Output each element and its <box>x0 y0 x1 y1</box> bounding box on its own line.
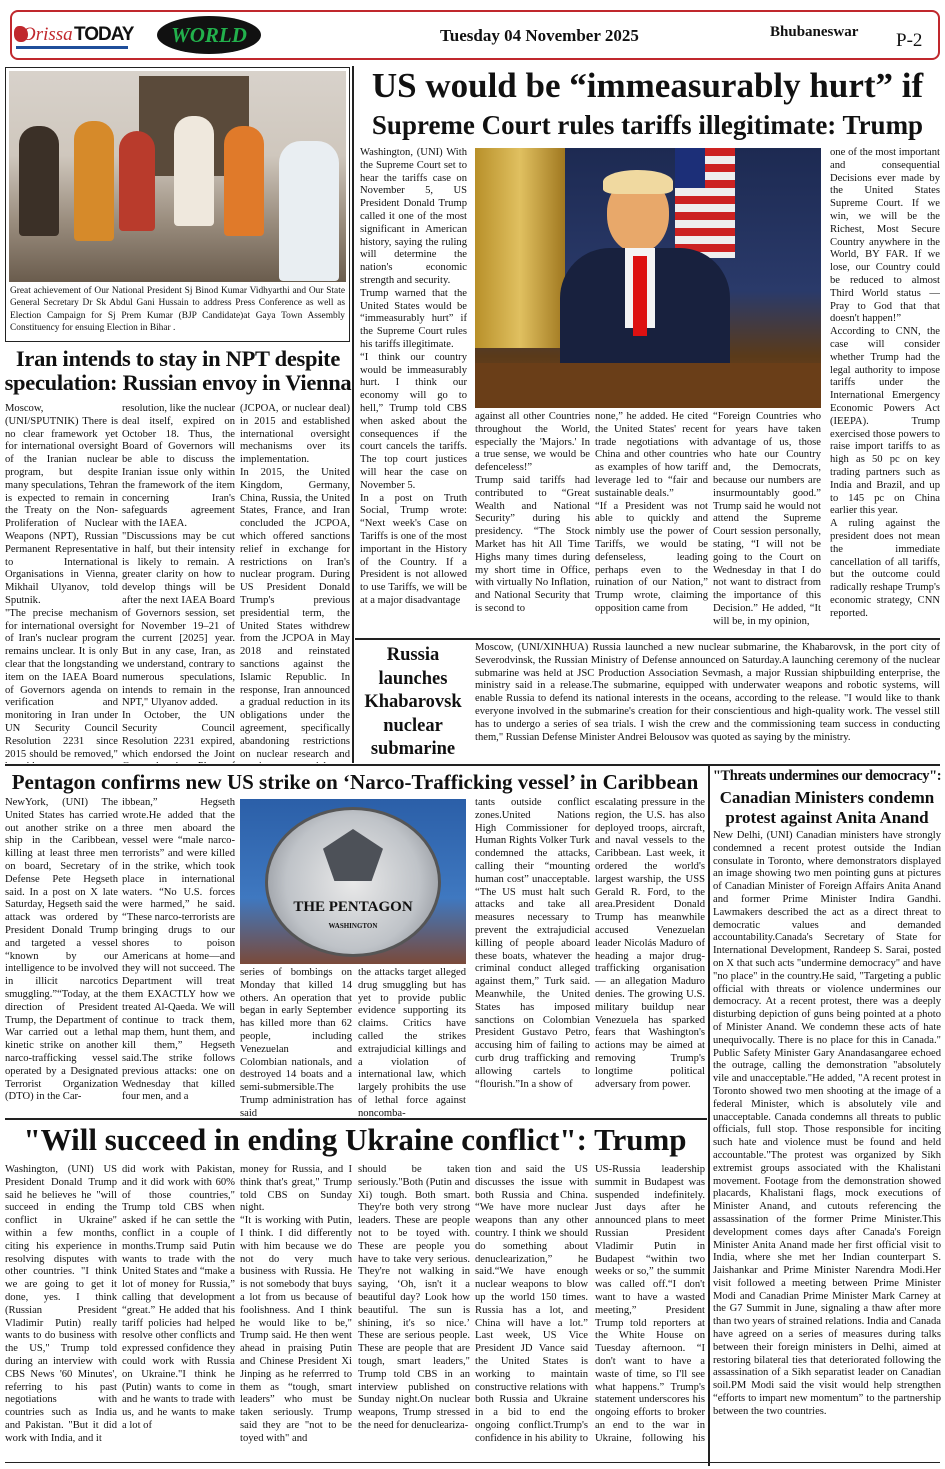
divider <box>5 764 940 766</box>
logo-text-today: TODAY <box>74 24 134 45</box>
divider <box>5 1462 940 1463</box>
seal-title: THE PENTAGON <box>293 899 413 915</box>
flag-canton <box>675 148 705 188</box>
city: Bhubaneswar <box>770 24 859 40</box>
ukraine-column-3: money for Russia, and I think that's great," Trump told CBS on Sunday night. “It is working with Putin, I think. I did differently with him because we do not do very much business with Russia. He is not somebody that buys a lot from us because of foolishness. And I think he would like to be," Trump said. He then went ahead in praising Putin and Chinese President Xi Jinping as he referrred to them as “tough, smart leaders” who must be taken seriously. Trump said they are "not to be toyed with" and <box>240 1164 352 1444</box>
issue-date: Tuesday 04 November 2025 <box>440 26 639 45</box>
trump-hair <box>603 170 673 194</box>
pentagon-column-1: NewYork, (UNI) The United States has carried out another strike on a ship in the Caribbean, killing at least three men on board, Secretary of Defense Pete Hegseth said. In a post on X late Saturday, Hegseth said the attack was ordered by President Donald Trump and targeted a vessel “known by our intelligence to be involved in illicit narcotics smuggling.”“Today, at the direction of President Trump, the Department of War carried out a lethal kinetic strike on another narco-trafficking vessel operated by a Designated Terrorist Organization (DTO) in the Car- <box>5 797 118 1103</box>
canada-body: New Delhi, (UNI) Canadian ministers have strongly condemned a recent protest outside the Indian consulate in Toronto, where demonstrators displayed an image showing two men pointing guns at pictures of Canadian Minister of Foreign Affairs Anita Anand and former Prime Minister Indira Gandhi. Lawmakers described the act as a direct threat to democratic values and demanded accountability.Canada's Secretary of State for International Development, Randeep S. Sarai, posted on X that such acts "undermine democracy" and have "no place" in the country.He said, "Targeting a public official with threats or violence undermines our democracy. At a recent protest, there was a deeply disturbing depiction of guns being pointed at a photo of Minister Anand. We condemn these acts of hate unequivocally. There is no place for this in Canada." Public Safety Minister Gary Anandasangaree echoed the outrage, calling the demonstration "absolutely vile and unacceptable."He added, "A recent protest in Toronto showed two men shooting at the image of a federal Minister, which is absolutely vile and unacceptable. Canada condemns all threats to public officials, full stop. Those responsible for inciting such hate and violence must be found and held accountable."The protest was organized by Sikh extremist groups associated with the Khalistani movement. Footage from the demonstration showed placards, Khalistani flags, mock executions of Minister Anand, and cutouts referencing the assassination of the former Prime Minister.This development comes days after Canada's Foreign Minister Anita Anand made her first official visit to India, where she met her Indian counterpart S. Jaishankar and Prime Minister Narendra Modi.Her visit followed a meeting between Prime Minister Modi and Canadian Prime Minister Mark Carney at the G7 Summit in June, signaling a thaw after more than two years of strained relations. India and Canada have agreed on a series of measures during talks between their foreign ministers in Delhi, aimed at restoring bilateral ties that deteriorated following the assassination of a Sikh separatist leader on Canadian soil.PM Modi said the visit would help strengthen “efforts to impart new momentum” to the partnership between the two countries. <box>713 830 941 1417</box>
pentagon-seal-image <box>240 799 466 964</box>
section-badge <box>157 16 261 54</box>
divider <box>5 1118 707 1120</box>
tariffs-headline-line-1: US would be “immeasurably hurt” if <box>371 66 924 105</box>
column-rule <box>708 766 710 1466</box>
desk <box>475 363 821 408</box>
canada-kicker: "Threats undermines our democracy": <box>712 768 942 784</box>
iran-column-3: (JCPOA, or nuclear deal) in 2015 and established international oversight mechanisms over its implementation. In 2015, the United Kingdom, Germany, China, Russia, the United States, France, and Iran concluded the JCPOA, which offered sanctions relief in exchange for restrictions on Iran's nuclear program. During US President Donald Trump's previous presidential term, the United States withdrew from the JCPOA in May 2018 and reinstated sanctions against the Islamic Republic. In response, Iran announced a gradual reduction in its obligations under the agreement, specifically abandoning restrictions on nuclear research and <box>240 403 350 760</box>
photo-caption: Great achievement of Our National President Sj Binod Kumar Vidhyarthi and Our State General Secretary Dr Sk Abdul Gani Hussain to address Press Conference as well as Election Campaign for Sj Prem Kumar (BJP Candidate)at Gaya Town Assembly Constituency for ensuing Election in Bihar . <box>10 286 345 333</box>
tariffs-column-5: one of the most important and consequential Decisions ever made by the United States Supreme Court. If we win, we will be the Richest, Most Secure Country anywhere in the World, BY FAR. If we lose, our Country could be reduced to almost Third World status — Pray to God that that doesn't happen!” According to CNN, the case will consider whether Trump had the legal authority to impose tariffs under the International Emergency Economic Powers Act (IEEPA). Trump exercised those powers to raise import tariffs to as high as 50 pc on key trading partners such as India and Brazil, and up to 145 pc on China earlier this year. A ruling against the president does not mean the immediate cancellation of all tariffs, but the outcome could radically reshape Trump's economic strategy, CNN reported. <box>830 147 940 619</box>
curtain <box>475 148 565 348</box>
iran-column-2: resolution, like the nuclear deal itself, expired on October 18. Thus, the Board of Governors will be able to discuss the Iranian issue only within the framework of the item concerning Iran's safeguards agreement with the IAEA. "Discussions may be cut in half, but their intensity is likely to remain. A greater clarity on how to develop things will be after the next IAEA Board of Governors session, set for November 19–21 of the current [2025] year. But in any case, Iran, as we understand, contrary to numerous speculations, intends to remain in the NPT," Ulyanov added. In October, the UN Security Council Resolution 2231 expired, which endorsed the Joint <box>122 403 235 760</box>
pentagon-column-6: escalating pressure in the region, the U.S. has also deployed troops, aircraft, and naval vessels to the Caribbean. Last week, it ordered the world's largest warship, the USS Gerald R. Ford, to the area.President Donald Trump has meanwhile accused Venezuelan leader Nicolás Maduro of heading a major drug-trafficking organisation — an allegation Maduro denies. The growing U.S. military buildup near Venezuela has sparked fears that Washington's actions may be aimed at removing Trump's longtime political adversary from power. <box>595 797 705 1090</box>
logo-underline <box>16 46 128 49</box>
logo-text-orissa: Orissa <box>22 24 73 45</box>
pentagon-column-2: ibbean,” Hegseth wrote.He added that the three men aboard the vessel were “male narco-terrorists” and were killed in the strike, which took place in international waters. “No U.S. forces were harmed,” he said. “These narco-terrorists are bringing drugs to our shores to poison Americans at home—and they will not succeed. The Department will treat them EXACTLY how we treated Al-Qaeda. We will continue to track them, map them, hunt them, and kill them,” Hegseth said.The strike follows previous attacks: one on Wednesday that killed four men, and a <box>122 797 235 1103</box>
trump-photo <box>475 148 821 408</box>
logo <box>14 24 144 52</box>
ukraine-column-6: US-Russia leadership summit in Budapest was suspended indefinitely. Just days after he announced plans to meet Russian President Vladimir Putin in Budapest “within two weeks or so,” the summit was called off.“I don't want to have a wasted meeting,” President Trump told reporters at the White House on Tuesday afternoon. “I don't want to have a waste of time, so I'll see what happens.” Trump's statement underscores his ongoing efforts to broker an end to the war in Ukraine, following his <box>595 1164 705 1444</box>
tariffs-column-4: “Foreign Countries who for years have taken advantage of us, those who hate our Country and, the Democrats, because our numbers are insurmountably good.” Trump said he would not attend the Supreme Court session personally, stating, “I will not be going to the Court on Wednesday in that I do not want to distract from the importance of this Decision.” He added, “It will be, in my opinion, <box>713 411 821 627</box>
pentagon-headline: Pentagon confirms new US strike on ‘Narco-Trafficking vessel’ in Caribbean <box>11 770 699 794</box>
tariffs-column-2: against all other Countries throughout the World, especially the 'Majors.' In a true sense, we would be defenceless!” Trump said tariffs had contributed to “Great Wealth and National Security” during his presidency. “The Stock Market has hit All Time Highs many times during my short time in Office, with virtually No Inflation, and National Security that is second to <box>475 411 590 614</box>
ukraine-column-5: tion and said the US discusses the issue with both Russia and China. “We have more nuclear weapons than any other country. I think we should do something about denuclearization,” he said.“We have enough nuclear weapons to blow up the world 150 times. Russia has a lot, and China will have a lot.” Last week, US Vice President JD Vance said the United States is working to maintain constructive relations with both Russia and Ukraine in a bid to end the ongoing conflict.Trump's confidence in his ability to <box>475 1164 588 1444</box>
pentagon-column-5: tants outside conflict zones.United Nations High Commissioner for Human Rights Volker Turk condemned the attacks, calling their “mounting human cost” unacceptable. “The US must halt such attacks and take all measures necessary to prevent the extrajudicial killing of people aboard these boats, whatever the criminal conduct alleged against them,” Turk said. Meanwhile, the United States has imposed sanctions on Colombian President Gustavo Petro, accusing him of failing to curb drug trafficking and allowing cartels to “flourish.”In a show of <box>475 797 590 1090</box>
ukraine-headline: "Will succeed in ending Ukraine conflict": Trump <box>23 1122 687 1157</box>
column-rule <box>352 66 354 763</box>
tariffs-column-3: none,” he added. He cited the United States' recent trade negotiations with China and other countries as examples of how tariff leverage led to “fair and sustainable deals.” “If a President was not able to quickly and nimbly use the power of Tariffs, we would be defenseless, leading perhaps even to the ruination of our Nation,” Trump wrote, claiming opposition came from <box>595 411 708 614</box>
iran-headline: Iran intends to stay in NPT despite speculation: Russian envoy in Vienna <box>4 346 352 395</box>
ukraine-column-4: should be taken seriously."Both (Putin and Xi) tough. Both smart. They're both very strong leaders. These are people not to be toyed with. These are people you have to take very serious. They're not walking in saying, ‘Oh, isn't it a beautiful day? Look how beautiful. The sun is shining, it's so nice.’ These are serious people. These are people that are tough, smart leaders," Trump told CBS in an interview published on Sunday night.On nuclear weapons, Trump stressed the need for denucleariza- <box>358 1164 470 1431</box>
russia-body: Moscow, (UNI/XINHUA) Russia launched a new nuclear submarine, the Khabarovsk, in the port city of Severodvinsk, the Russian Ministry of Defense announced on Saturday.A launching ceremony of the nuclear submarine was held at JSC Production Association Sevmash, a major Russian shipbuilding enterprise, the ministry said in a release.The submarine, equipped with underwater weapons and robotic systems, will enable Russia to defend its national interests in the oceans, according to the release. "I would like to thank everyone involved in the submarine's creation for their conscientious and high-quality work. The vessel still has to undergo a series of sea trials. I wish the crew and the commissioning team success in conducting them," Russian Defense Minister Andrei Belousov was quoted as saying by the ministry. <box>475 642 940 743</box>
ukraine-column-1: Washington, (UNI) US President Donald Trump said he believes he "will succeed in ending the conflict in Ukraine" within a few months, citing his experience in resolving disputes with other countries. "I think we are going to get it done, yes. I think (Russian President Vladimir Putin) really wants to do business with the US," Trump told during an interview with CBS News '60 Minutes', referring to his past negotiations with countries such as India and Pakistan. "But it did work with India, and it <box>5 1164 117 1444</box>
iran-column-1: Moscow, (UNI/SPUTNIK) There is no clear framework yet for international oversight of the Iranian nuclear program, but despite many speculations, Tehran is expected to remain in the Treaty on the Non-Proliferation of Nuclear Weapons (NPT), Russian Permanent Representative to International Organisations in Vienna, Mikhail Ulyanov, told Sputnik. "The precise mechanism for international oversight of Iran's nuclear program remains unclear. It is only clear that the longstanding item on the IAEA Board of Governors agenda on verification and monitoring in Iran under UN Security Council Resolution 2231 since 2015 should be removed," <box>5 403 118 760</box>
seal-subtitle: WASHINGTON <box>328 922 378 930</box>
section-label: WORLD <box>171 23 247 47</box>
tariffs-column-1: Washington, (UNI) With the Supreme Court set to hear the tariffs case on November 5, US President Donald Trump called it one of the most significant in American history, saying the ruling will determine the nation's economic strength and security. Trump warned that the United States would be “immeasurably hurt” if the Supreme Court rules his tariffs illegitimate. “I think our country would be immeasurably hurt. I think our economy will go to hell,” Trump told CBS when asked about the consequences if the court cancels the tariffs. The top court justices will hear the case on November 5. In a post on Truth Social, Trump wrote: “Next week's Case on Tariffs is one of the most important in the History of the Country. If a President is not allowed to use Tariffs, we will be at a major disadvantage <box>360 147 467 606</box>
page-number: P-2 <box>896 30 923 51</box>
press-conference-photo <box>9 71 346 282</box>
tariffs-headline-line-2: Supreme Court rules tariffs illegitimate: Trump <box>371 110 924 140</box>
canada-headline: Canadian Ministers condemn protest against Anita Anand <box>719 788 935 827</box>
ukraine-column-2: did work with Pakistan, and it did work with 60% of those countries," Trump told CBS when asked if he can settle the conflict in a couple of months.Trump said Putin wants to trade with the United States and “make a lot of money for Russia,” calling that development “great.” He added that his tariff policies had helped resolve other conflicts and expressed confidence they could work with Russia on Ukraine."I think he (Putin) wants to come in and he wants to trade with us, and he wants to make a lot of <box>122 1164 235 1431</box>
trump-tie <box>633 256 647 336</box>
pentagon-column-4: the attacks target alleged drug smuggling but has yet to provide public evidence supporting its claims. Critics have called the strikes extrajudicial killings and a violation of international law, which largely prohibits the use of lethal force against noncomba- <box>358 967 466 1117</box>
russia-headline: Russia launches Khabarovsk nuclear submarine <box>364 645 462 759</box>
divider <box>355 638 940 640</box>
pentagon-column-3: series of bombings on Monday that killed 14 others. An operation that began in early September has killed more than 62 people, including Venezuelan and Colombian nationals, and destroyed 14 boats and a semi-submersible.The Trump administration has said <box>240 967 352 1117</box>
